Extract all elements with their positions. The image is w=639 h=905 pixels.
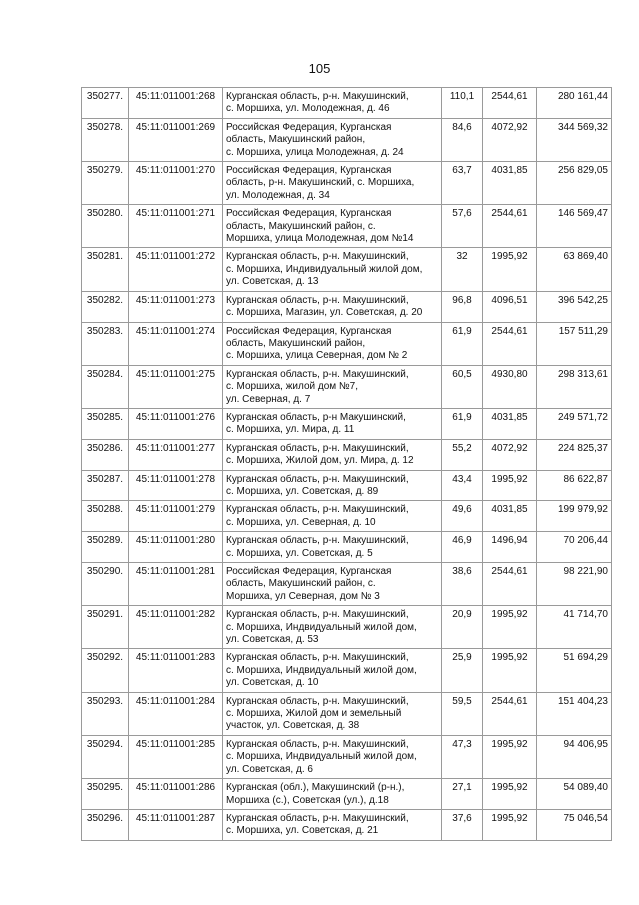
area-cell: 49,6 [442, 501, 483, 532]
cadastral-number-cell: 45:11:011001:286 [129, 779, 223, 810]
cadastral-number-cell: 45:11:011001:272 [129, 248, 223, 291]
cadastral-number-cell: 45:11:011001:285 [129, 735, 223, 778]
table-row [82, 248, 612, 291]
area-cell: 32 [442, 248, 483, 291]
specific-value-cell: 4072,92 [483, 439, 537, 470]
address-cell: Курганская область, р-н. Макушинский, с. Моршиха, ул. Молодежная, д. 46 [223, 88, 442, 119]
property-registry-table [81, 87, 612, 841]
area-cell: 61,9 [442, 408, 483, 439]
area-cell: 27,1 [442, 779, 483, 810]
cadastral-cost-cell: 344 569,32 [537, 118, 612, 161]
cadastral-number-cell: 45:11:011001:271 [129, 205, 223, 248]
area-cell: 46,9 [442, 532, 483, 563]
row-number-cell: 350288. [82, 501, 129, 532]
cadastral-number-cell: 45:11:011001:269 [129, 118, 223, 161]
table-row [82, 439, 612, 470]
area-cell: 37,6 [442, 809, 483, 840]
table-row [82, 162, 612, 205]
specific-value-cell: 2544,61 [483, 205, 537, 248]
table-row [82, 735, 612, 778]
area-cell: 63,7 [442, 162, 483, 205]
specific-value-cell: 4072,92 [483, 118, 537, 161]
cadastral-cost-cell: 51 694,29 [537, 649, 612, 692]
address-cell: Российская Федерация, Курганская область, Макушинский район, с. Моршиха, ул Северная, дом № 3 [223, 563, 442, 606]
row-number-cell: 350293. [82, 692, 129, 735]
cadastral-cost-cell: 249 571,72 [537, 408, 612, 439]
specific-value-cell: 1995,92 [483, 735, 537, 778]
cadastral-cost-cell: 86 622,87 [537, 470, 612, 501]
cadastral-cost-cell: 298 313,61 [537, 365, 612, 408]
cadastral-cost-cell: 75 046,54 [537, 809, 612, 840]
table-row [82, 649, 612, 692]
row-number-cell: 350287. [82, 470, 129, 501]
cadastral-number-cell: 45:11:011001:282 [129, 606, 223, 649]
table-row [82, 692, 612, 735]
table-row [82, 809, 612, 840]
specific-value-cell: 2544,61 [483, 322, 537, 365]
address-cell: Курганская область, р-н. Макушинский, с. Моршиха, Индвидуальный жилой дом, ул. Советская, д. 10 [223, 649, 442, 692]
specific-value-cell: 1995,92 [483, 470, 537, 501]
area-cell: 20,9 [442, 606, 483, 649]
cadastral-number-cell: 45:11:011001:281 [129, 563, 223, 606]
table-row [82, 606, 612, 649]
cadastral-number-cell: 45:11:011001:270 [129, 162, 223, 205]
specific-value-cell: 1995,92 [483, 649, 537, 692]
cadastral-cost-cell: 151 404,23 [537, 692, 612, 735]
cadastral-cost-cell: 396 542,25 [537, 291, 612, 322]
cadastral-cost-cell: 63 869,40 [537, 248, 612, 291]
cadastral-cost-cell: 41 714,70 [537, 606, 612, 649]
address-cell: Курганская область, р-н. Макушинский, с. Моршиха, ул. Советская, д. 89 [223, 470, 442, 501]
cadastral-number-cell: 45:11:011001:273 [129, 291, 223, 322]
row-number-cell: 350282. [82, 291, 129, 322]
specific-value-cell: 4031,85 [483, 408, 537, 439]
cadastral-number-cell: 45:11:011001:278 [129, 470, 223, 501]
row-number-cell: 350290. [82, 563, 129, 606]
area-cell: 60,5 [442, 365, 483, 408]
area-cell: 59,5 [442, 692, 483, 735]
specific-value-cell: 2544,61 [483, 563, 537, 606]
row-number-cell: 350284. [82, 365, 129, 408]
area-cell: 61,9 [442, 322, 483, 365]
cadastral-cost-cell: 157 511,29 [537, 322, 612, 365]
table-row [82, 118, 612, 161]
cadastral-cost-cell: 280 161,44 [537, 88, 612, 119]
address-cell: Российская Федерация, Курганская область, Макушинский район, с. Моршиха, улица Молодежная, д. 24 [223, 118, 442, 161]
specific-value-cell: 1995,92 [483, 779, 537, 810]
specific-value-cell: 2544,61 [483, 692, 537, 735]
cadastral-cost-cell: 94 406,95 [537, 735, 612, 778]
cadastral-cost-cell: 224 825,37 [537, 439, 612, 470]
specific-value-cell: 1995,92 [483, 809, 537, 840]
page-number: 105 [308, 61, 331, 76]
address-cell: Курганская область, р-н. Макушинский, с. Моршиха, ул. Советская, д. 21 [223, 809, 442, 840]
row-number-cell: 350291. [82, 606, 129, 649]
address-cell: Курганская область, р-н Макушинский, с. Моршиха, ул. Мира, д. 11 [223, 408, 442, 439]
row-number-cell: 350283. [82, 322, 129, 365]
row-number-cell: 350281. [82, 248, 129, 291]
specific-value-cell: 4031,85 [483, 162, 537, 205]
address-cell: Курганская область, р-н. Макушинский, с. Моршиха, ул. Советская, д. 5 [223, 532, 442, 563]
cadastral-number-cell: 45:11:011001:284 [129, 692, 223, 735]
area-cell: 57,6 [442, 205, 483, 248]
address-cell: Курганская (обл.), Макушинский (р-н.), Моршиха (с.), Советская (ул.), д.18 [223, 779, 442, 810]
cadastral-cost-cell: 199 979,92 [537, 501, 612, 532]
cadastral-number-cell: 45:11:011001:283 [129, 649, 223, 692]
area-cell: 110,1 [442, 88, 483, 119]
row-number-cell: 350295. [82, 779, 129, 810]
address-cell: Курганская область, р-н. Макушинский, с. Моршиха, Индвидуальный жилой дом, ул. Советская, д. 53 [223, 606, 442, 649]
table-row [82, 408, 612, 439]
specific-value-cell: 1995,92 [483, 606, 537, 649]
row-number-cell: 350296. [82, 809, 129, 840]
row-number-cell: 350292. [82, 649, 129, 692]
address-cell: Курганская область, р-н. Макушинский, с. Моршиха, Индивидуальный жилой дом, ул. Советская, д. 13 [223, 248, 442, 291]
row-number-cell: 350289. [82, 532, 129, 563]
cadastral-number-cell: 45:11:011001:277 [129, 439, 223, 470]
address-cell: Российская Федерация, Курганская область, Макушинский район, с. Моршиха, улица Северная, дом № 2 [223, 322, 442, 365]
cadastral-number-cell: 45:11:011001:268 [129, 88, 223, 119]
address-cell: Курганская область, р-н. Макушинский, с. Моршиха, Магазин, ул. Советская, д. 20 [223, 291, 442, 322]
specific-value-cell: 1995,92 [483, 248, 537, 291]
table-row [82, 563, 612, 606]
specific-value-cell: 4031,85 [483, 501, 537, 532]
area-cell: 47,3 [442, 735, 483, 778]
cadastral-cost-cell: 146 569,47 [537, 205, 612, 248]
cadastral-number-cell: 45:11:011001:274 [129, 322, 223, 365]
table-row [82, 205, 612, 248]
table-row [82, 532, 612, 563]
cadastral-number-cell: 45:11:011001:287 [129, 809, 223, 840]
cadastral-number-cell: 45:11:011001:280 [129, 532, 223, 563]
specific-value-cell: 4930,80 [483, 365, 537, 408]
row-number-cell: 350278. [82, 118, 129, 161]
table-row [82, 779, 612, 810]
area-cell: 43,4 [442, 470, 483, 501]
cadastral-cost-cell: 70 206,44 [537, 532, 612, 563]
row-number-cell: 350279. [82, 162, 129, 205]
cadastral-number-cell: 45:11:011001:279 [129, 501, 223, 532]
address-cell: Курганская область, р-н. Макушинский, с. Моршиха, Жилой дом, ул. Мира, д. 12 [223, 439, 442, 470]
table-row [82, 501, 612, 532]
address-cell: Российская Федерация, Курганская область, Макушинский район, с. Моршиха, улица Молодежная, дом №14 [223, 205, 442, 248]
row-number-cell: 350286. [82, 439, 129, 470]
row-number-cell: 350285. [82, 408, 129, 439]
row-number-cell: 350280. [82, 205, 129, 248]
cadastral-cost-cell: 98 221,90 [537, 563, 612, 606]
table-row [82, 88, 612, 119]
area-cell: 25,9 [442, 649, 483, 692]
address-cell: Курганская область, р-н. Макушинский, с. Моршиха, жилой дом №7, ул. Северная, д. 7 [223, 365, 442, 408]
cadastral-cost-cell: 54 089,40 [537, 779, 612, 810]
table-row [82, 291, 612, 322]
address-cell: Курганская область, р-н. Макушинский, с. Моршиха, Индвидуальный жилой дом, ул. Советская, д. 6 [223, 735, 442, 778]
cadastral-number-cell: 45:11:011001:276 [129, 408, 223, 439]
address-cell: Российская Федерация, Курганская область, р-н. Макушинский, с. Моршиха, ул. Молодежная, д. 34 [223, 162, 442, 205]
area-cell: 38,6 [442, 563, 483, 606]
row-number-cell: 350277. [82, 88, 129, 119]
row-number-cell: 350294. [82, 735, 129, 778]
specific-value-cell: 4096,51 [483, 291, 537, 322]
area-cell: 84,6 [442, 118, 483, 161]
table-row [82, 365, 612, 408]
cadastral-number-cell: 45:11:011001:275 [129, 365, 223, 408]
table-row [82, 470, 612, 501]
address-cell: Курганская область, р-н. Макушинский, с. Моршиха, ул. Северная, д. 10 [223, 501, 442, 532]
area-cell: 96,8 [442, 291, 483, 322]
cadastral-cost-cell: 256 829,05 [537, 162, 612, 205]
table-row [82, 322, 612, 365]
area-cell: 55,2 [442, 439, 483, 470]
specific-value-cell: 2544,61 [483, 88, 537, 119]
table-body [82, 88, 612, 841]
address-cell: Курганская область, р-н. Макушинский, с. Моршиха, Жилой дом и земельный участок, ул. Советская, д. 38 [223, 692, 442, 735]
specific-value-cell: 1496,94 [483, 532, 537, 563]
